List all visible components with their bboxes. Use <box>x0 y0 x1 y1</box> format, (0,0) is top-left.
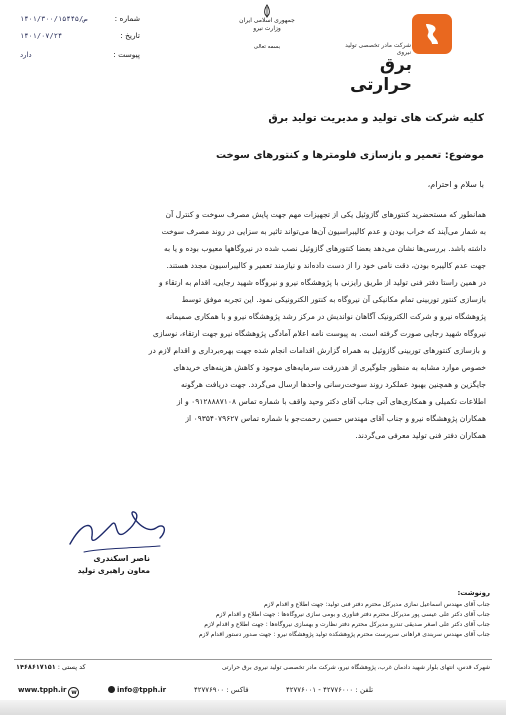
attachment-value: دارد <box>20 51 32 59</box>
website-link[interactable] <box>18 684 79 698</box>
body-line: داشته باشد. بررسی‌ها نشان می‌دهد بعضا کنتورهای گازوئیل نصب شده در نیروگاهها معیوب بوده و یا به <box>163 244 486 253</box>
footer-address: شهرک قدس، انتهای بلوار شهید دادمان غرب، پژوهشگاه نیرو، شرکت مادر تخصصی تولید نیروی برق حرارتی <box>221 664 490 671</box>
lightning-icon <box>424 22 440 46</box>
postal-value: ۱۴۶۸۶۱۷۱۵۱ <box>16 663 56 671</box>
meta-number <box>20 13 140 25</box>
body-line: خصوص موارد مشابه به منظور جلوگیری از هدررفت سرمایه‌های موجود و کاهش هزینه‌های خریدهای <box>173 363 486 372</box>
body-line: بازسازی کنتور توربینی تمام مکانیکی آن نیروگاه به کنتور الکترونیکی نمود. این تجربه موفق توسط <box>181 295 486 304</box>
body-line: جایگزین و همچنین بهبود عملکرد روند سوخت‌رسانی واحدها ارسال می‌گردد. جهت دریافت هرگونه <box>180 380 486 389</box>
fax-label: فاکس : <box>226 686 249 694</box>
fax-value: ۴۲۷۷۶۹۰۰ <box>194 686 225 694</box>
greeting: با سلام و احترام، <box>427 180 484 189</box>
fax <box>194 684 249 696</box>
globe-icon: w <box>68 687 79 698</box>
cc-line: جناب آقای مهندس اسماعیل نمازی مدیرکل محترم دفتر فنی تولید: جهت اطلاع و اقدام لازم <box>263 601 490 608</box>
meta-attachment <box>20 49 140 61</box>
signatory-name: ناصر اسکندری <box>93 554 150 563</box>
number-label: شماره : <box>114 14 140 23</box>
date-label: تاریخ : <box>120 31 140 40</box>
body-line: همکاران پژوهشگاه نیرو و جناب آقای مهندس حسین رحمت‌جو با شماره تماس ۰۹۳۵۴۰۷۹۶۲۷ از <box>185 414 486 423</box>
meta-date <box>20 30 140 42</box>
body-line: به شمار می‌آیند که خراب بودن و عدم کالیبراسیون آن‌ها می‌تواند تاثیر به سزایی در روند مصرف سوخت <box>161 227 486 236</box>
body-line: و بازسازی کنتورهای توربینی گازوئیل به همراه گزارش اقدامات انجام شده جهت بهره‌برداری و اقدام لازم در <box>148 346 486 355</box>
cc-line: جناب آقای دکتر علی عیسی پور مدیرکل محترم دفتر فناوری و بومی سازی نیروگاه‌ها : جهت اطلاع و اقدام لازم <box>215 611 490 618</box>
tel-label: تلفن : <box>355 686 374 694</box>
attachment-label: پیوست : <box>113 50 140 59</box>
recipient: کلیه شرکت های تولید و مدیریت تولید برق <box>268 112 484 124</box>
cc-line: جناب آقای مهندس سربندی فراهانی سرپرست محترم پژوهشکده تولید پژوهشگاه نیرو : جهت صدور دستور اقدام لازم <box>198 631 490 638</box>
tel-value: ۴۲۷۷۶۰۰۰ - ۴۲۷۷۶۰۰۱ <box>286 686 354 694</box>
body-line: همکاران دفتر فنی تولید معرفی می‌گردند. <box>355 431 486 440</box>
body-line: همانطور که مستحضرید کنتورهای گازوئیل یکی از تجهیزات مهم جهت پایش مصرف سوخت و کنترل آن <box>165 210 486 219</box>
signatory-title: معاون راهبری تولید <box>77 566 150 575</box>
postal-code <box>16 663 136 672</box>
cc-title: رونوشت: <box>457 589 490 597</box>
telephone <box>286 684 373 696</box>
subject-line: موضوع: تعمیر و بازسازی فلومترها و کنتورهای سوخت <box>215 150 484 161</box>
body-line: پژوهشگاه نیرو و شرکت الکترونیک آگاهان نواندیش در مرکز رشد پژوهشگاه نیرو و با همکاری صمیمانه <box>165 312 486 321</box>
gov-line-2: وزارت نیرو <box>253 25 281 32</box>
body-line: اطلاعات تکمیلی و همکاری‌های آتی جناب آقای دکتر وحید واقف با شماره تماس ۰۹۱۲۸۸۸۷۱۰۸ و از <box>176 397 486 406</box>
scan-edge <box>0 700 506 715</box>
postal-label: کد پستی : <box>57 663 86 671</box>
email-icon <box>108 686 115 693</box>
email-link[interactable] <box>108 684 166 696</box>
iran-emblem-icon <box>260 4 274 18</box>
body-line: نیروگاه شهید رجایی صورت گرفته است. به پیوست نامه اعلام آمادگی پژوهشگاه نیرو جهت ارتقاء، نوسازی <box>152 329 486 338</box>
brand-subtitle: شرکت مادر تخصصی تولید نیروی <box>345 42 411 56</box>
cc-line: جناب آقای دکتر علی اصغر صدیقی تندرو مدیرکل محترم دفتر نظارت و بهسازی نیروگاه‌ها : جهت اطلاع و اقدام لازم <box>204 621 490 628</box>
gov-line-1: جمهوری اسلامی ایران <box>239 17 295 24</box>
date-value: ۱۴۰۱/۰۷/۲۴ <box>20 32 63 40</box>
body-line: جهت عدم کالیبره بودن، دقت نامی خود را از دست داده‌اند و نیازمند تعمیر و کالیبراسیون مجدد هستند. <box>166 261 486 270</box>
bismillah: بسمه تعالی <box>253 44 281 50</box>
company-logo <box>412 14 452 54</box>
website-text: www.tpph.ir <box>18 686 67 694</box>
brand-name: برق حرارتی <box>349 55 412 95</box>
footer-contact <box>14 684 492 696</box>
email-text: info@tpph.ir <box>117 686 167 694</box>
footer-divider <box>14 659 492 660</box>
number-value: ۱۴۰۱/۳۰۰/ص/۱۵۴۴۵ <box>20 15 88 23</box>
body-line: در همین راستا دفتر فنی تولید از طریق رایزنی با پژوهشگاه نیرو و نیروگاه شهید رجایی، اقدام به ارتقاء و <box>159 278 486 287</box>
